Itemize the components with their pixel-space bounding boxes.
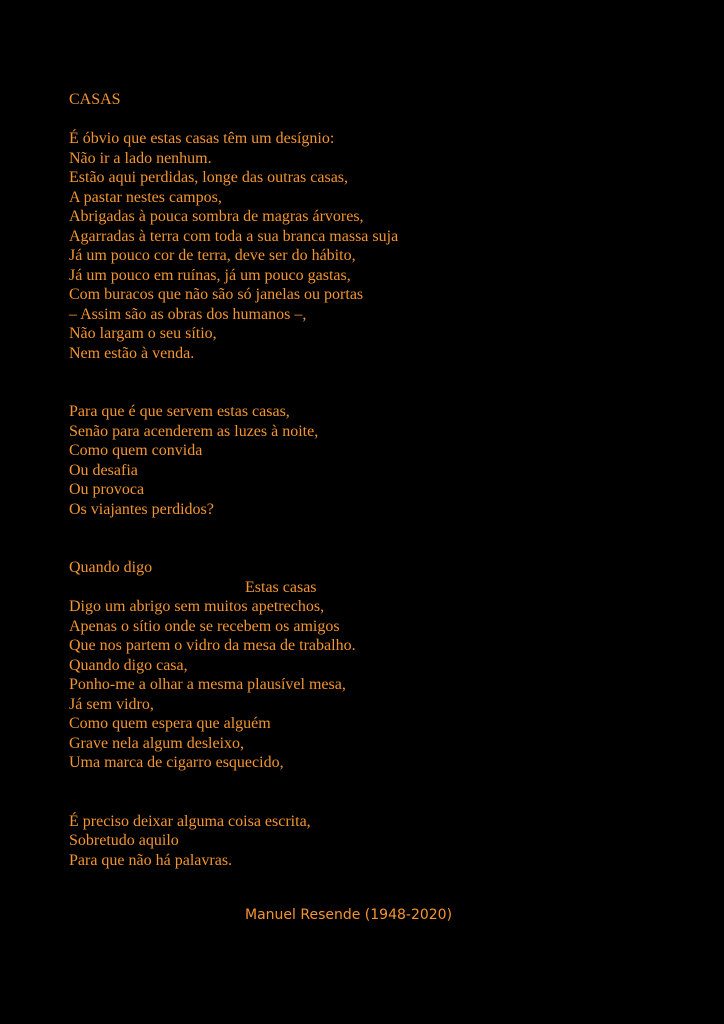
poem-line: A pastar nestes campos, (69, 188, 222, 206)
author-credit: Manuel Resende (1948-2020) (245, 907, 453, 923)
poem-line: Digo um abrigo sem muitos apetrechos, (69, 598, 325, 615)
poem-line: Já sem vidro, (69, 695, 154, 713)
poem-line-indented: Estas casas (245, 578, 317, 596)
poem-line: Com buracos que não são só janelas ou portas (69, 286, 364, 303)
stanza-1 (69, 129, 669, 363)
poem-line: Já um pouco cor de terra, deve ser do hábito, (69, 247, 356, 264)
poem-line: Os viajantes perdidos? (69, 500, 214, 518)
poem-line: Apenas o sítio onde se recebem os amigos (69, 617, 340, 635)
poem-line: Como quem espera que alguém (69, 715, 271, 732)
poem-line: Que nos partem o vidro da mesa de trabalho. (69, 637, 356, 654)
stanza-4 (69, 812, 669, 871)
poem-line: Ponho-me a olhar a mesma plausível mesa, (69, 676, 346, 693)
poem-line: Não largam o seu sítio, (69, 325, 217, 342)
poem-line: Como quem convida (69, 442, 203, 459)
poem-line: – Assim são as obras dos humanos –, (69, 305, 307, 323)
poem-line: Senão para acenderem as luzes à noite, (69, 422, 319, 440)
stanza-2 (69, 402, 669, 519)
poem (69, 90, 669, 870)
poem-line: Para que não há palavras. (69, 851, 233, 869)
poem-line: Para que é que servem estas casas, (69, 403, 290, 420)
poem-line: É preciso deixar alguma coisa escrita, (69, 812, 311, 830)
poem-line: Quando digo (69, 559, 153, 576)
poem-line: Agarradas à terra com toda a sua branca massa suja (69, 227, 399, 245)
poem-line: Não ir a lado nenhum. (69, 149, 212, 167)
poem-line: Quando digo casa, (69, 656, 188, 674)
poem-line: Uma marca de cigarro esquecido, (69, 754, 284, 771)
poem-line: Sobretudo aquilo (69, 832, 179, 849)
poem-line: Ou desafia (69, 461, 138, 479)
poem-title: CASAS (69, 91, 121, 108)
poem-line: Já um pouco em ruínas, já um pouco gastas, (69, 266, 351, 284)
poem-line: Grave nela algum desleixo, (69, 734, 245, 752)
poem-line: Abrigadas à pouca sombra de magras árvores, (69, 208, 364, 225)
stanza-3 (69, 558, 669, 773)
poem-line: Estão aqui perdidas, longe das outras casas, (69, 169, 349, 186)
poem-line: Nem estão à venda. (69, 344, 195, 362)
poem-line: Ou provoca (69, 481, 145, 498)
poem-line: É óbvio que estas casas têm um desígnio: (69, 130, 335, 147)
